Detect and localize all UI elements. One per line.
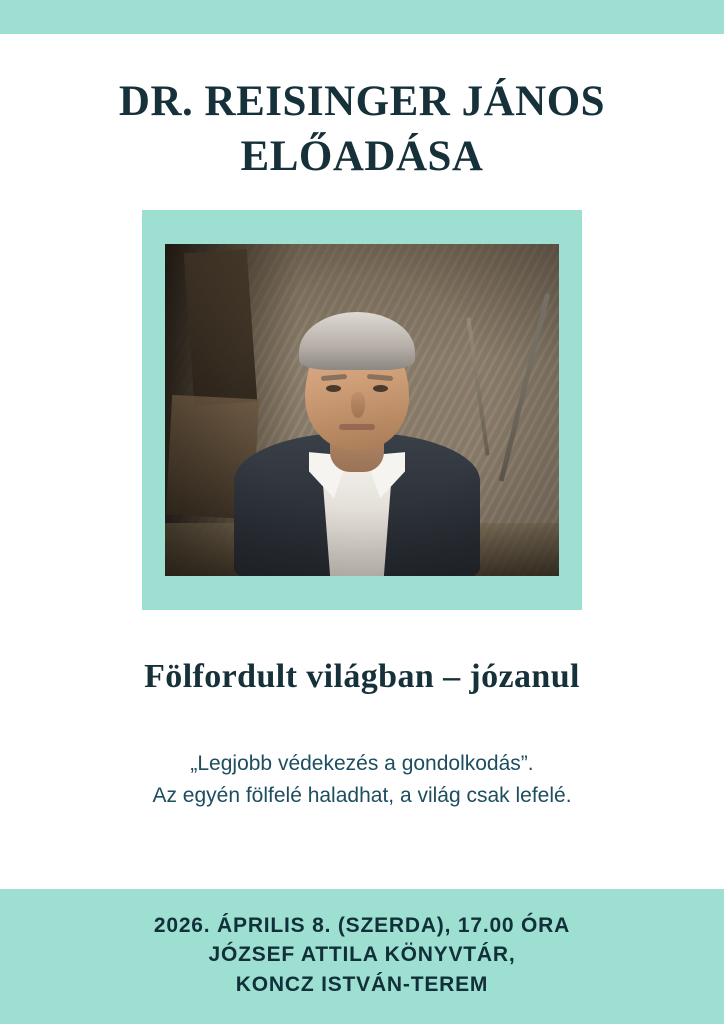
event-datetime: 2026. ÁPRILIS 8. (SZERDA), 17.00 ÓRA [153, 913, 571, 937]
event-room: KONCZ ISTVÁN-TEREM [235, 973, 489, 997]
speaker-photo [165, 244, 559, 576]
event-details-band [0, 889, 724, 1024]
lecture-subtitle: Fölfordult világban – józanul [144, 658, 580, 696]
layout-spacer [0, 812, 724, 889]
title-line-2: ELŐADÁSA [240, 133, 484, 181]
quote-line-1: „Legjobb védekezés a gondolkodás”. [190, 752, 534, 776]
photo-vignette [165, 244, 559, 576]
poster-title [0, 34, 724, 184]
title-line-1: DR. REISINGER JÁNOS [118, 78, 606, 125]
photo-frame [142, 210, 582, 610]
top-accent-band [0, 0, 724, 34]
quote-line-2: Az egyén fölfelé haladhat, a világ csak lefelé. [152, 783, 572, 807]
event-venue: JÓZSEF ATTILA KÖNYVTÁR, [208, 943, 516, 967]
quote-block [0, 748, 724, 812]
